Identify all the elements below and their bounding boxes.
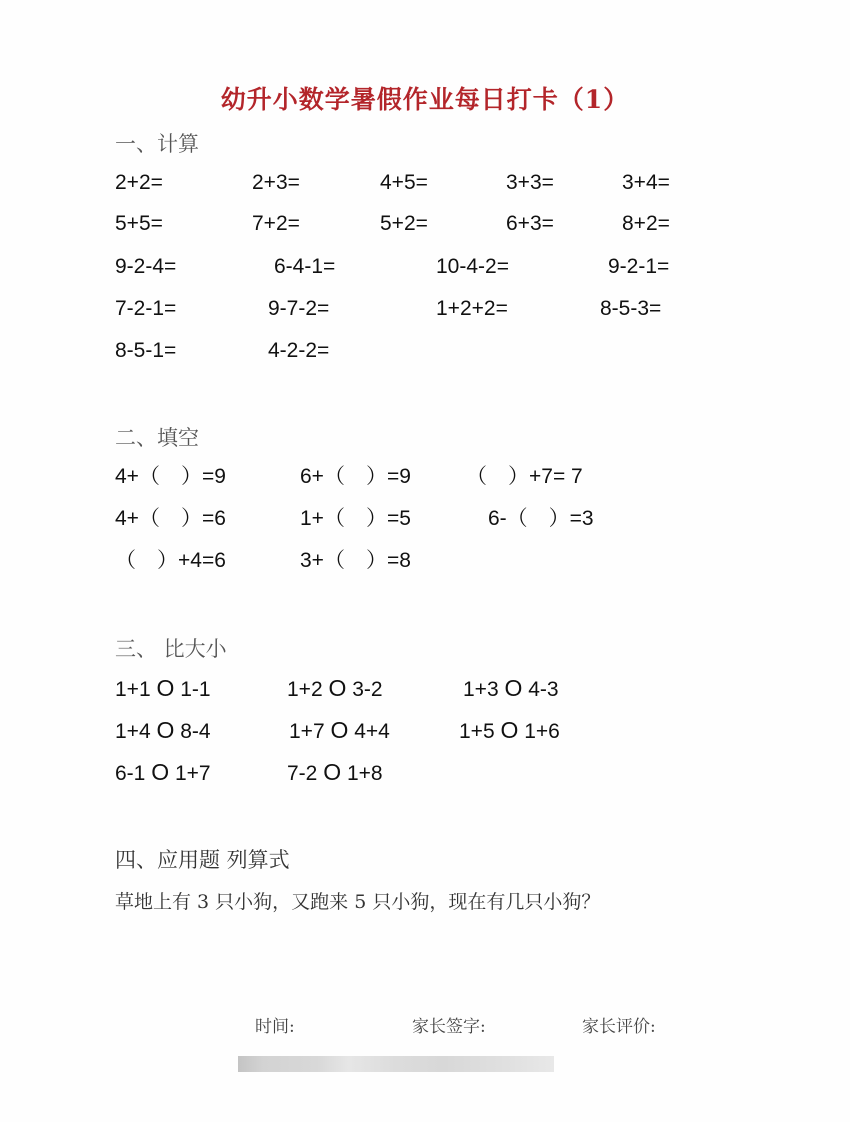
fill-item: 4+（ ）=6 (115, 507, 226, 530)
calc-item: 5+5= (115, 212, 163, 235)
fill-item: （ ）+4=6 (115, 549, 226, 572)
footer-signature-row (0, 1008, 791, 1037)
fill-item: 6-（ ）=3 (488, 507, 594, 530)
blurred-watermark-bar (238, 1056, 554, 1072)
section-heading-word: 四、应用题 列算式 (115, 848, 290, 872)
compare-right: 3-2 (352, 678, 383, 701)
section-heading-compare: 三、 比大小 (115, 637, 227, 661)
compare-item (287, 677, 383, 700)
word-problem-text: 草地上有 3 只小狗，又跑来 5 只小狗，现在有几只小狗？ (115, 891, 601, 913)
calc-item: 3+3= (506, 171, 554, 194)
fill-item: （ ）+7= 7 (466, 465, 583, 488)
calc-item: 8+2= (622, 212, 670, 235)
calc-item: 10-4-2= (436, 255, 509, 278)
page-title: 幼升小数学暑假作业每日打卡（1） (220, 85, 630, 114)
compare-left: 1+7 (289, 720, 325, 743)
compare-item (463, 677, 559, 700)
calc-item: 8-5-3= (600, 297, 662, 320)
time-label: 时间: (255, 1017, 295, 1037)
calc-item: 4-2-2= (268, 339, 330, 362)
compare-circle-icon: O (504, 675, 523, 701)
calc-item: 7-2-1= (115, 297, 177, 320)
fill-item: 3+（ ）=8 (300, 549, 411, 572)
compare-circle-icon: O (156, 717, 175, 743)
calc-item: 1+2+2= (436, 297, 508, 320)
compare-right: 1-1 (180, 678, 211, 701)
compare-left: 1+5 (459, 720, 495, 743)
compare-left: 1+1 (115, 678, 151, 701)
compare-item (289, 719, 390, 742)
parent-signature-label: 家长签字: (412, 1017, 486, 1037)
compare-circle-icon: O (156, 675, 175, 701)
calc-item: 6-4-1= (274, 255, 336, 278)
compare-circle-icon: O (328, 675, 347, 701)
compare-item (459, 719, 560, 742)
calc-item: 4+5= (380, 171, 428, 194)
compare-item (115, 719, 211, 742)
compare-left: 6-1 (115, 762, 146, 785)
compare-left: 1+4 (115, 720, 151, 743)
calc-item: 3+4= (622, 171, 670, 194)
section-heading-fill: 二、填空 (115, 426, 199, 450)
fill-item: 6+（ ）=9 (300, 465, 411, 488)
parent-evaluation-label: 家长评价: (582, 1017, 656, 1037)
compare-left: 1+2 (287, 678, 323, 701)
compare-right: 1+7 (174, 762, 211, 785)
compare-right: 4+4 (354, 720, 390, 743)
compare-item (287, 761, 383, 784)
calc-item: 9-7-2= (268, 297, 330, 320)
compare-circle-icon: O (330, 717, 349, 743)
calc-item: 2+3= (252, 171, 300, 194)
compare-right: 4-3 (528, 678, 559, 701)
compare-right: 8-4 (180, 720, 211, 743)
calc-item: 2+2= (115, 171, 163, 194)
calc-item: 7+2= (252, 212, 300, 235)
compare-left: 7-2 (287, 762, 318, 785)
section-heading-calc: 一、计算 (115, 132, 199, 156)
fill-item: 1+（ ）=5 (300, 507, 411, 530)
compare-circle-icon: O (500, 717, 519, 743)
compare-right: 1+8 (346, 762, 383, 785)
calc-item: 6+3= (506, 212, 554, 235)
fill-item: 4+（ ）=9 (115, 465, 226, 488)
compare-item (115, 761, 211, 784)
compare-right: 1+6 (524, 720, 560, 743)
compare-left: 1+3 (463, 678, 499, 701)
compare-circle-icon: O (151, 759, 170, 785)
calc-item: 8-5-1= (115, 339, 177, 362)
compare-circle-icon: O (323, 759, 342, 785)
calc-item: 9-2-1= (608, 255, 670, 278)
calc-item: 9-2-4= (115, 255, 177, 278)
calc-item: 5+2= (380, 212, 428, 235)
compare-item (115, 677, 211, 700)
